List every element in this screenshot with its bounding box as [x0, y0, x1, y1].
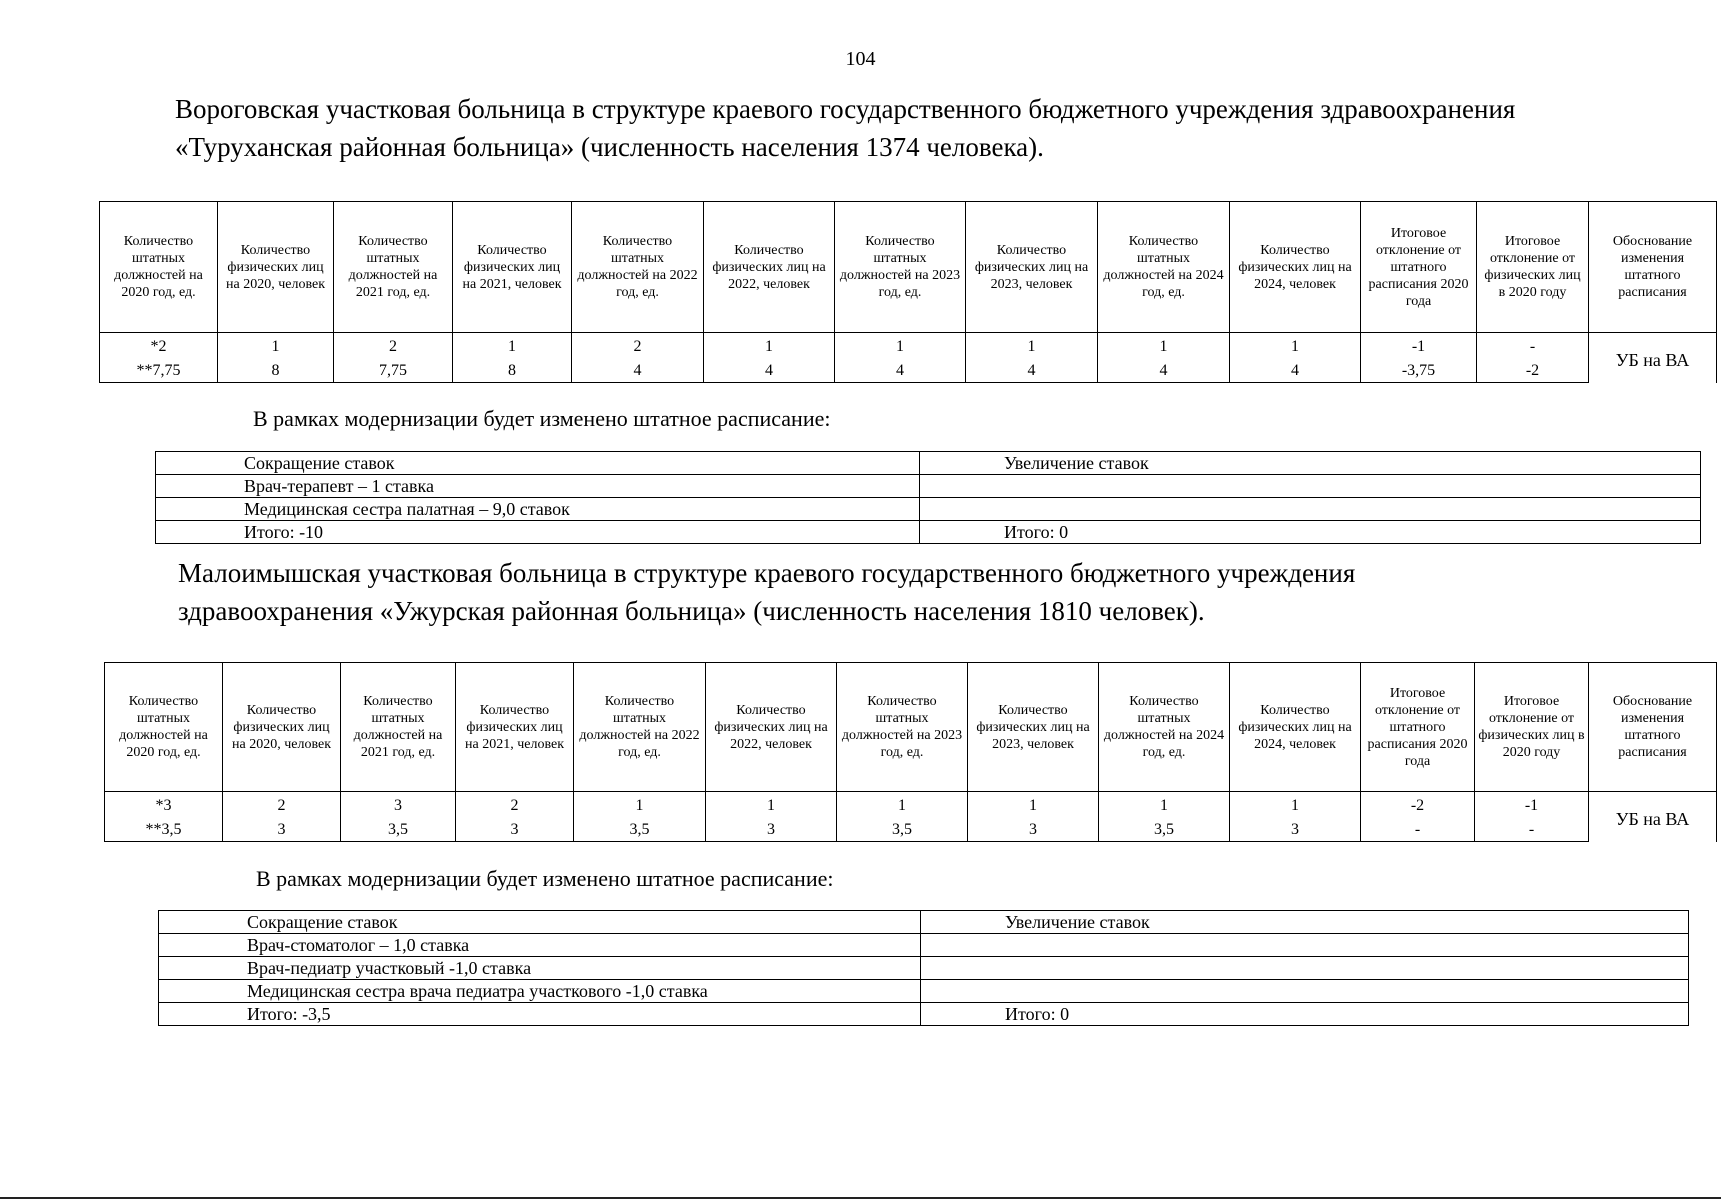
section2-staff-table	[104, 662, 1717, 842]
header-cell: Количество штатных должностей на 2022 год, ед.	[572, 202, 704, 333]
table-row	[156, 475, 1701, 498]
table-cell: 1	[968, 792, 1099, 817]
reduction-item: Врач-терапевт – 1 ставка	[156, 475, 920, 498]
table-cell: 4	[966, 358, 1098, 383]
increase-header: Увеличение ставок	[920, 452, 1701, 475]
section2-modernization-table	[158, 910, 1689, 1026]
table-header-row	[100, 202, 1717, 333]
table-cell: 1	[1230, 333, 1361, 358]
table-cell: **3,5	[105, 817, 223, 842]
table-cell: 3,5	[574, 817, 706, 842]
section1-title-line2: «Туруханская районная больница» (численность населения 1374 человека).	[175, 132, 1044, 162]
table-cell: 1	[837, 792, 968, 817]
table-row	[159, 957, 1689, 980]
header-cell: Количество штатных должностей на 2023 год, ед.	[835, 202, 966, 333]
table-cell: 4	[835, 358, 966, 383]
table-cell: -	[1361, 817, 1475, 842]
header-cell: Количество физических лиц на 2020, человек	[218, 202, 334, 333]
reduction-item: Медицинская сестра врача педиатра участкового -1,0 ставка	[159, 980, 921, 1003]
table-cell: 1	[218, 333, 334, 358]
table-cell: 3,5	[837, 817, 968, 842]
empty-cell	[921, 934, 1689, 957]
page-bottom-divider	[0, 1197, 1721, 1199]
table-row	[156, 452, 1701, 475]
section1-title-line1: Вороговская участковая больница в структуре краевого государственного бюджетного учреждения здравоохранения	[175, 94, 1516, 124]
section2-title-line2: здравоохранения «Ужурская районная больница» (численность населения 1810 человек).	[178, 596, 1205, 626]
table-cell: -2	[1477, 358, 1589, 383]
header-cell: Количество штатных должностей на 2020 год, ед.	[105, 663, 223, 792]
table-cell: -2	[1361, 792, 1475, 817]
header-cell: Количество физических лиц на 2020, человек	[223, 663, 341, 792]
reduction-item: Медицинская сестра палатная – 9,0 ставок	[156, 498, 920, 521]
table-cell: 3	[223, 817, 341, 842]
justification-cell: УБ на ВА	[1589, 792, 1717, 842]
table-cell: *3	[105, 792, 223, 817]
header-cell: Итоговое отклонение от физических лиц в 2020 году	[1475, 663, 1589, 792]
table-cell: 1	[1230, 792, 1361, 817]
header-cell: Количество штатных должностей на 2022 год, ед.	[574, 663, 706, 792]
table-row	[159, 911, 1689, 934]
table-row	[159, 1003, 1689, 1026]
table-cell: 3	[706, 817, 837, 842]
table-cell: -	[1475, 817, 1589, 842]
reduction-item: Врач-стоматолог – 1,0 ставка	[159, 934, 921, 957]
section1-staff-table	[99, 201, 1717, 383]
table-cell: 1	[966, 333, 1098, 358]
table-row	[105, 817, 1717, 842]
table-cell: *2	[100, 333, 218, 358]
section2-title-line1: Малоимышская участковая больница в структуре краевого государственного бюджетного учреждения	[178, 558, 1356, 588]
total-reduction: Итого: -3,5	[159, 1003, 921, 1026]
header-cell: Итоговое отклонение от физических лиц в 2020 году	[1477, 202, 1589, 333]
table-cell: -	[1477, 333, 1589, 358]
header-cell: Количество физических лиц на 2024, человек	[1230, 663, 1361, 792]
table-cell: 2	[456, 792, 574, 817]
reduction-header: Сокращение ставок	[156, 452, 920, 475]
table-cell: 3	[456, 817, 574, 842]
total-increase: Итого: 0	[920, 521, 1701, 544]
section1-modernization-table	[155, 451, 1701, 544]
header-cell: Количество физических лиц на 2022, человек	[706, 663, 837, 792]
total-increase: Итого: 0	[921, 1003, 1689, 1026]
header-cell: Количество физических лиц на 2021, человек	[453, 202, 572, 333]
table-row	[100, 358, 1717, 383]
table-cell: 2	[223, 792, 341, 817]
table-cell: 8	[218, 358, 334, 383]
header-cell: Количество физических лиц на 2021, человек	[456, 663, 574, 792]
header-cell: Итоговое отклонение от штатного расписания 2020 года	[1361, 663, 1475, 792]
table-cell: 4	[704, 358, 835, 383]
header-cell: Итоговое отклонение от штатного расписания 2020 года	[1361, 202, 1477, 333]
header-cell: Количество физических лиц на 2024, человек	[1230, 202, 1361, 333]
empty-cell	[921, 957, 1689, 980]
table-row	[105, 792, 1717, 817]
table-cell: 2	[334, 333, 453, 358]
table-row	[100, 333, 1717, 358]
table-cell: -1	[1361, 333, 1477, 358]
table-cell: 3	[968, 817, 1099, 842]
total-reduction: Итого: -10	[156, 521, 920, 544]
table-cell: 8	[453, 358, 572, 383]
section1-modernization-intro: В рамках модернизации будет изменено штатное расписание:	[253, 406, 831, 431]
header-cell: Количество штатных должностей на 2024 год, ед.	[1098, 202, 1230, 333]
section2-modernization-intro: В рамках модернизации будет изменено штатное расписание:	[256, 866, 834, 891]
increase-header: Увеличение ставок	[921, 911, 1689, 934]
table-cell: 3,5	[1099, 817, 1230, 842]
header-cell: Количество штатных должностей на 2020 год, ед.	[100, 202, 218, 333]
table-cell: 4	[572, 358, 704, 383]
table-header-row	[105, 663, 1717, 792]
empty-cell	[920, 475, 1701, 498]
table-cell: 1	[574, 792, 706, 817]
table-cell: 3,5	[341, 817, 456, 842]
section1-title	[175, 90, 1515, 166]
table-cell: 4	[1098, 358, 1230, 383]
table-cell: 3	[341, 792, 456, 817]
table-cell: 1	[704, 333, 835, 358]
empty-cell	[921, 980, 1689, 1003]
table-row	[159, 934, 1689, 957]
header-cell: Количество физических лиц на 2022, человек	[704, 202, 835, 333]
table-row	[156, 498, 1701, 521]
table-cell: 1	[453, 333, 572, 358]
table-cell: -1	[1475, 792, 1589, 817]
empty-cell	[920, 498, 1701, 521]
section2-title	[178, 554, 1355, 630]
header-cell: Количество штатных должностей на 2021 год, ед.	[341, 663, 456, 792]
header-cell: Количество штатных должностей на 2023 год, ед.	[837, 663, 968, 792]
reduction-item: Врач-педиатр участковый -1,0 ставка	[159, 957, 921, 980]
header-cell: Количество физических лиц на 2023, человек	[968, 663, 1099, 792]
table-cell: **7,75	[100, 358, 218, 383]
table-cell: 7,75	[334, 358, 453, 383]
table-cell: 3	[1230, 817, 1361, 842]
table-cell: 1	[706, 792, 837, 817]
header-cell: Количество штатных должностей на 2024 год, ед.	[1099, 663, 1230, 792]
table-cell: 1	[835, 333, 966, 358]
table-cell: 4	[1230, 358, 1361, 383]
header-cell: Обоснование изменения штатного расписания	[1589, 663, 1717, 792]
table-cell: 2	[572, 333, 704, 358]
table-row	[159, 980, 1689, 1003]
reduction-header: Сокращение ставок	[159, 911, 921, 934]
header-cell: Обоснование изменения штатного расписания	[1589, 202, 1717, 333]
header-cell: Количество штатных должностей на 2021 год, ед.	[334, 202, 453, 333]
justification-cell: УБ на ВА	[1589, 333, 1717, 383]
header-cell: Количество физических лиц на 2023, человек	[966, 202, 1098, 333]
table-cell: -3,75	[1361, 358, 1477, 383]
table-cell: 1	[1099, 792, 1230, 817]
table-row	[156, 521, 1701, 544]
page-number: 104	[845, 48, 876, 70]
table-cell: 1	[1098, 333, 1230, 358]
